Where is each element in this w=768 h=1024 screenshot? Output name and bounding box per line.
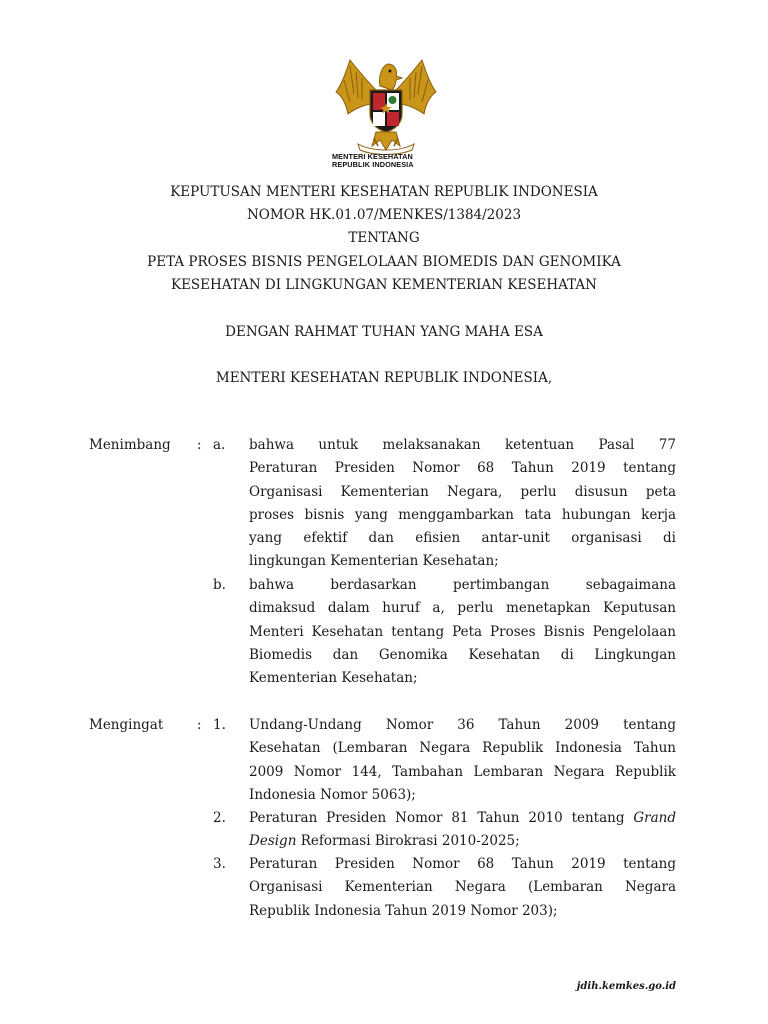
text-line: Kementerian Kesehatan; (249, 670, 418, 687)
text-line: Republik Indonesia Tahun 2019 Nomor 203); (249, 902, 558, 919)
menimbang-marker-b: b. (213, 577, 226, 593)
garuda-emblem-icon (328, 52, 444, 156)
menimbang-item-a (249, 434, 676, 574)
decree-title: KEPUTUSAN MENTERI KESEHATAN REPUBLIK INDONESIA (170, 184, 598, 200)
text-span: Peraturan Presiden Nomor 81 Tahun 2010 tentang (249, 810, 634, 826)
mengingat-marker-3: 3. (213, 856, 226, 872)
emblem-caption (332, 153, 452, 169)
decree-tentang: TENTANG (348, 230, 420, 246)
italic-term: Design (249, 833, 297, 850)
emblem-caption-line2: REPUBLIK INDONESIA (332, 160, 414, 169)
text-line (249, 830, 676, 853)
jdih-link[interactable]: jdih.kemkes.go.id (576, 981, 676, 992)
text-line: Biomedis dan Genomika Kesehatan di Lingkungan (249, 646, 676, 663)
text-line: dimaksud dalam huruf a, perlu menetapkan Keputusan (249, 600, 676, 617)
text-line: lingkungan Kementerian Kesehatan; (249, 553, 499, 570)
menimbang-marker-a: a. (213, 437, 226, 453)
text-span: Reformasi Birokrasi 2010-2025; (296, 833, 520, 850)
issuing-authority: MENTERI KESEHATAN REPUBLIK INDONESIA, (215, 370, 553, 386)
mengingat-marker-1: 1. (213, 717, 226, 733)
text-line: yang efektif dan efisien antar-unit organisasi di (249, 530, 676, 547)
mengingat-marker-2: 2. (213, 810, 226, 826)
text-line: bahwa untuk melaksanakan ketentuan Pasal 77 (249, 437, 676, 453)
text-line: Peraturan Presiden Nomor 68 Tahun 2019 tentang (249, 856, 676, 872)
menimbang-colon: : (197, 437, 202, 453)
text-line (249, 807, 676, 830)
text-line: Kesehatan (Lembaran Negara Republik Indonesia Tahun (249, 740, 676, 757)
text-line: Organisasi Kementerian Negara (Lembaran Negara (249, 879, 676, 896)
italic-term: Grand (633, 810, 676, 826)
mengingat-item-2 (249, 807, 676, 854)
mengingat-colon: : (197, 717, 202, 733)
invocation: DENGAN RAHMAT TUHAN YANG MAHA ESA (225, 324, 543, 340)
text-line: proses bisnis yang menggambarkan tata hubungan kerja (249, 506, 676, 523)
mengingat-item-1 (249, 714, 676, 807)
text-line: Organisasi Kementerian Negara, perlu disusun peta (249, 483, 676, 500)
decree-subject-line2: KESEHATAN DI LINGKUNGAN KEMENTERIAN KESEHATAN (170, 277, 597, 293)
text-line: 2009 Nomor 144, Tambahan Lembaran Negara Republik (249, 763, 676, 780)
emblem-caption-line1: MENTERI KESEHATAN (332, 152, 413, 161)
text-line: bahwa berdasarkan pertimbangan sebagaimana (249, 577, 676, 593)
text-line: Peraturan Presiden Nomor 68 Tahun 2019 tentang (249, 460, 676, 477)
text-line: Menteri Kesehatan tentang Peta Proses Bisnis Pengelolaan (249, 623, 676, 640)
mengingat-label: Mengingat (89, 717, 164, 733)
text-line: Indonesia Nomor 5063); (249, 786, 416, 803)
menimbang-item-b (249, 574, 676, 690)
decree-number: NOMOR HK.01.07/MENKES/1384/2023 (246, 207, 522, 223)
mengingat-item-3 (249, 853, 676, 923)
menimbang-label: Menimbang (89, 437, 171, 453)
decree-subject-line1: PETA PROSES BISNIS PENGELOLAAN BIOMEDIS DAN GENOMIKA (147, 254, 621, 270)
text-line: Undang-Undang Nomor 36 Tahun 2009 tentang (249, 717, 676, 733)
